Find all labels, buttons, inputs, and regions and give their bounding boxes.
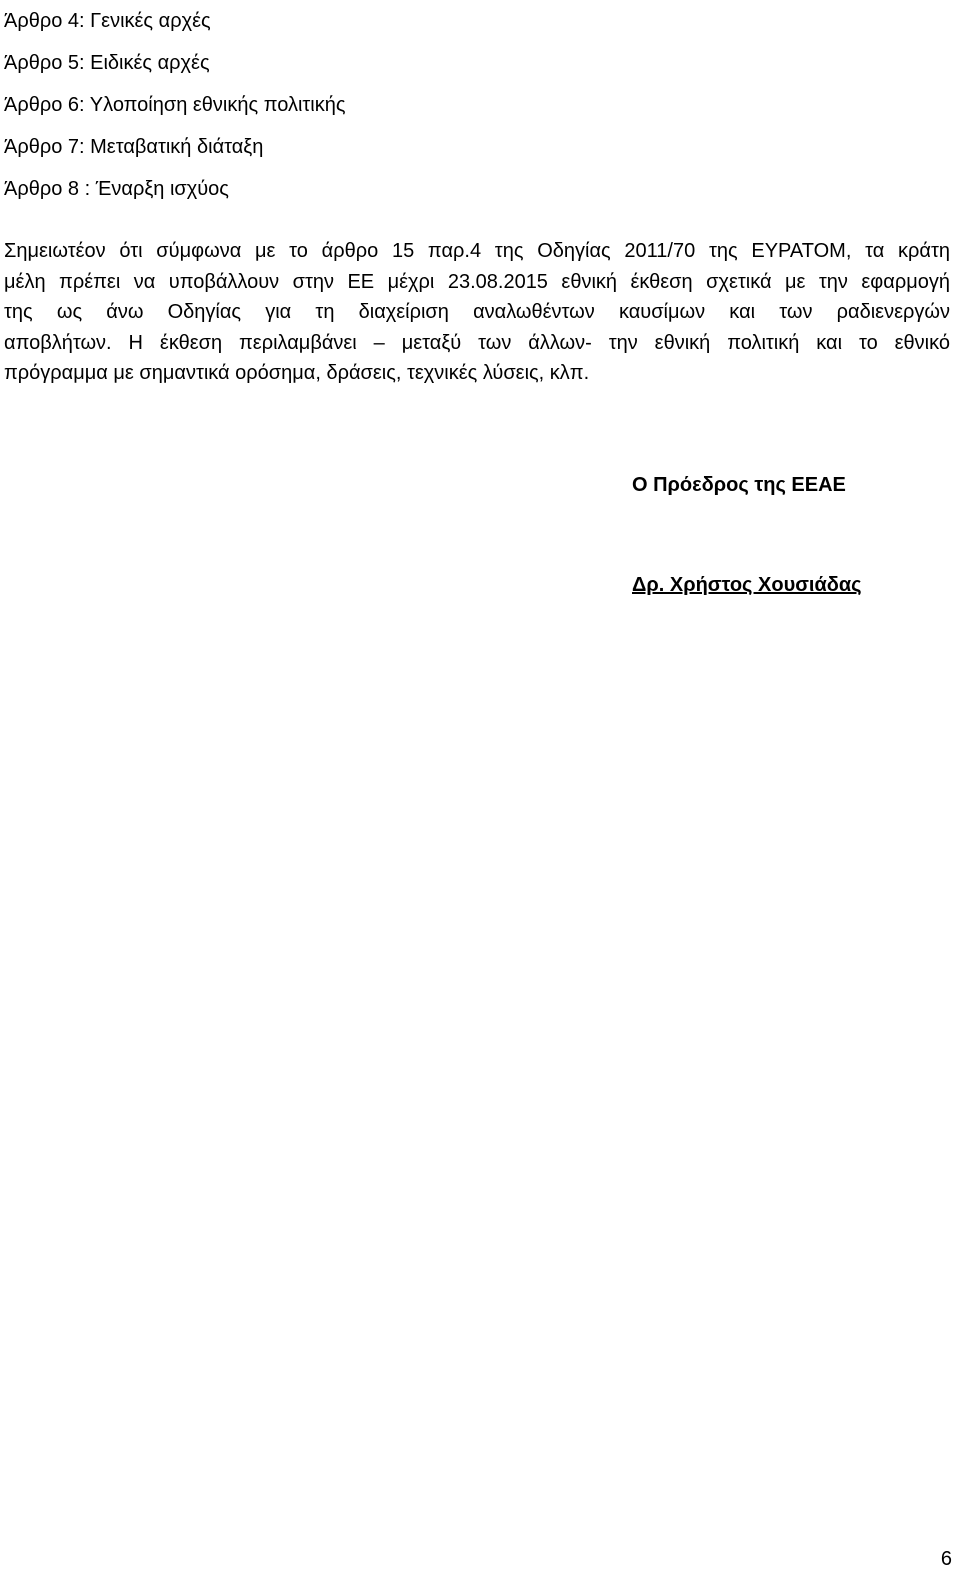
page-number: 6 (940, 1548, 952, 1570)
signature-title: Ο Πρόεδρος της ΕΕΑΕ (632, 474, 846, 496)
note-paragraph (4, 236, 950, 389)
article-item: Άρθρο 7: Μεταβατική διάταξη (4, 136, 264, 158)
signature-name: Δρ. Χρήστος Χουσιάδας (632, 574, 862, 596)
article-list (4, 0, 944, 210)
article-item: Άρθρο 4: Γενικές αρχές (4, 10, 211, 32)
article-item: Άρθρο 8 : Έναρξη ισχύος (4, 178, 229, 200)
article-item: Άρθρο 6: Υλοποίηση εθνικής πολιτικής (4, 94, 346, 116)
note-line: της ως άνω Οδηγίας για τη διαχείριση αναλωθέντων καυσίμων και των ραδιενεργών (4, 301, 950, 323)
article-item: Άρθρο 5: Ειδικές αρχές (4, 52, 210, 74)
note-line: μέλη πρέπει να υποβάλλουν στην ΕΕ μέχρι 23.08.2015 εθνική έκθεση σχετικά με την εφαρμογή (4, 270, 950, 293)
note-line: Σημειωτέον ότι σύμφωνα με το άρθρο 15 παρ.4 της Οδηγίας 2011/70 της ΕΥΡΑΤΟΜ, τα κράτη (4, 240, 950, 262)
note-line: αποβλήτων. Η έκθεση περιλαμβάνει – μεταξύ των άλλων- την εθνική πολιτική και το εθνικό (4, 331, 950, 354)
note-line: πρόγραμμα με σημαντικά ορόσημα, δράσεις, τεχνικές λύσεις, κλπ. (4, 362, 590, 384)
